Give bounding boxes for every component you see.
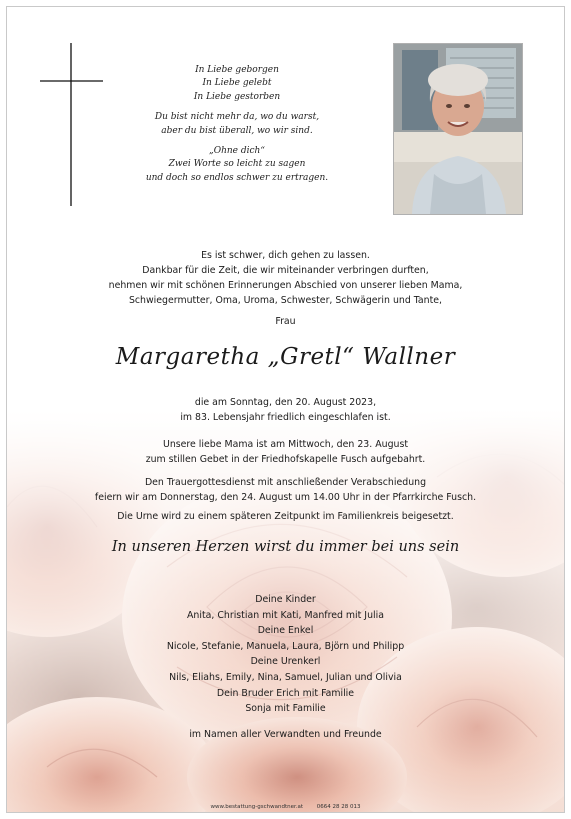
portrait-illustration [394, 44, 522, 214]
phone-number: 0664 28 28 013 [316, 804, 361, 810]
cross-icon [7, 7, 147, 217]
footer [0, 804, 571, 810]
death-notice-line: im 83. Lebensjahr friedlich eingeschlafen ist. [180, 412, 391, 423]
poem-line: Zwei Worte so leicht zu sagen [168, 159, 306, 170]
intro-line: Dankbar für die Zeit, die wir miteinander verbringen durften, [142, 265, 429, 276]
urn-notice: Die Urne wird zu einem späteren Zeitpunkt im Familienkreis beigesetzt. [117, 511, 454, 522]
prayer-line: zum stillen Gebet in der Friedhofskapelle Fusch aufgebahrt. [145, 454, 426, 465]
mourner-line: Anita, Christian mit Kati, Manfred mit Julia [187, 609, 384, 621]
poem-line: In Liebe gelebt [202, 78, 272, 89]
prayer-line: Unsere liebe Mama ist am Mittwoch, den 23. August [162, 439, 409, 450]
title-prefix: Frau [275, 316, 296, 327]
memorial-motto: In unseren Herzen wirst du immer bei uns sein [111, 539, 460, 555]
mourner-line: Dein Bruder Erich mit Familie [216, 687, 355, 699]
mourner-line: Nicole, Stefanie, Manuela, Laura, Björn und Philipp [166, 640, 405, 652]
mourner-line: Nils, Eliahs, Emily, Nina, Samuel, Julian und Olivia [169, 671, 402, 683]
mourner-line: Deine Enkel [257, 625, 314, 637]
poem-line: „Ohne dich“ [209, 146, 265, 157]
intro-line: Es ist schwer, dich gehen zu lassen. [201, 250, 370, 261]
mourners-list [7, 592, 564, 717]
poem-line: und doch so endlos schwer zu ertragen. [145, 172, 329, 183]
service-line: feiern wir am Donnerstag, den 24. August um 14.00 Uhr in der Pfarrkirche Fusch. [94, 492, 477, 503]
intro-text [7, 248, 564, 308]
mourner-line: Deine Kinder [255, 594, 316, 605]
death-notice [7, 395, 564, 425]
poem-line: In Liebe gestorben [193, 91, 281, 102]
obituary-card [6, 6, 565, 813]
memorial-poem [137, 64, 337, 185]
portrait-photo [393, 43, 523, 215]
service-line: Den Trauergottesdienst mit anschließender Verabschiedung [144, 477, 427, 488]
poem-line: In Liebe geborgen [195, 65, 279, 75]
death-notice-line: die am Sonntag, den 20. August 2023, [194, 397, 377, 408]
service-notice [7, 475, 564, 505]
website-link[interactable]: www.bestattung-gschwandtner.at [210, 804, 304, 810]
intro-line: nehmen wir mit schönen Erinnerungen Abschied von unserer lieben Mama, [108, 280, 463, 291]
poem-line: Du bist nicht mehr da, wo du warst, [154, 112, 320, 123]
deceased-name: Margaretha „Gretl“ Wallner [115, 344, 456, 370]
mourner-line: Deine Urenkerl [250, 656, 321, 668]
prayer-notice [7, 437, 564, 467]
mourner-line: Sonja mit Familie [245, 703, 326, 715]
closing-line: im Namen aller Verwandten und Freunde [189, 729, 382, 740]
poem-line: aber du bist überall, wo wir sind. [161, 125, 313, 136]
intro-line: Schwiegermutter, Oma, Uroma, Schwester, Schwägerin und Tante, [128, 295, 443, 306]
